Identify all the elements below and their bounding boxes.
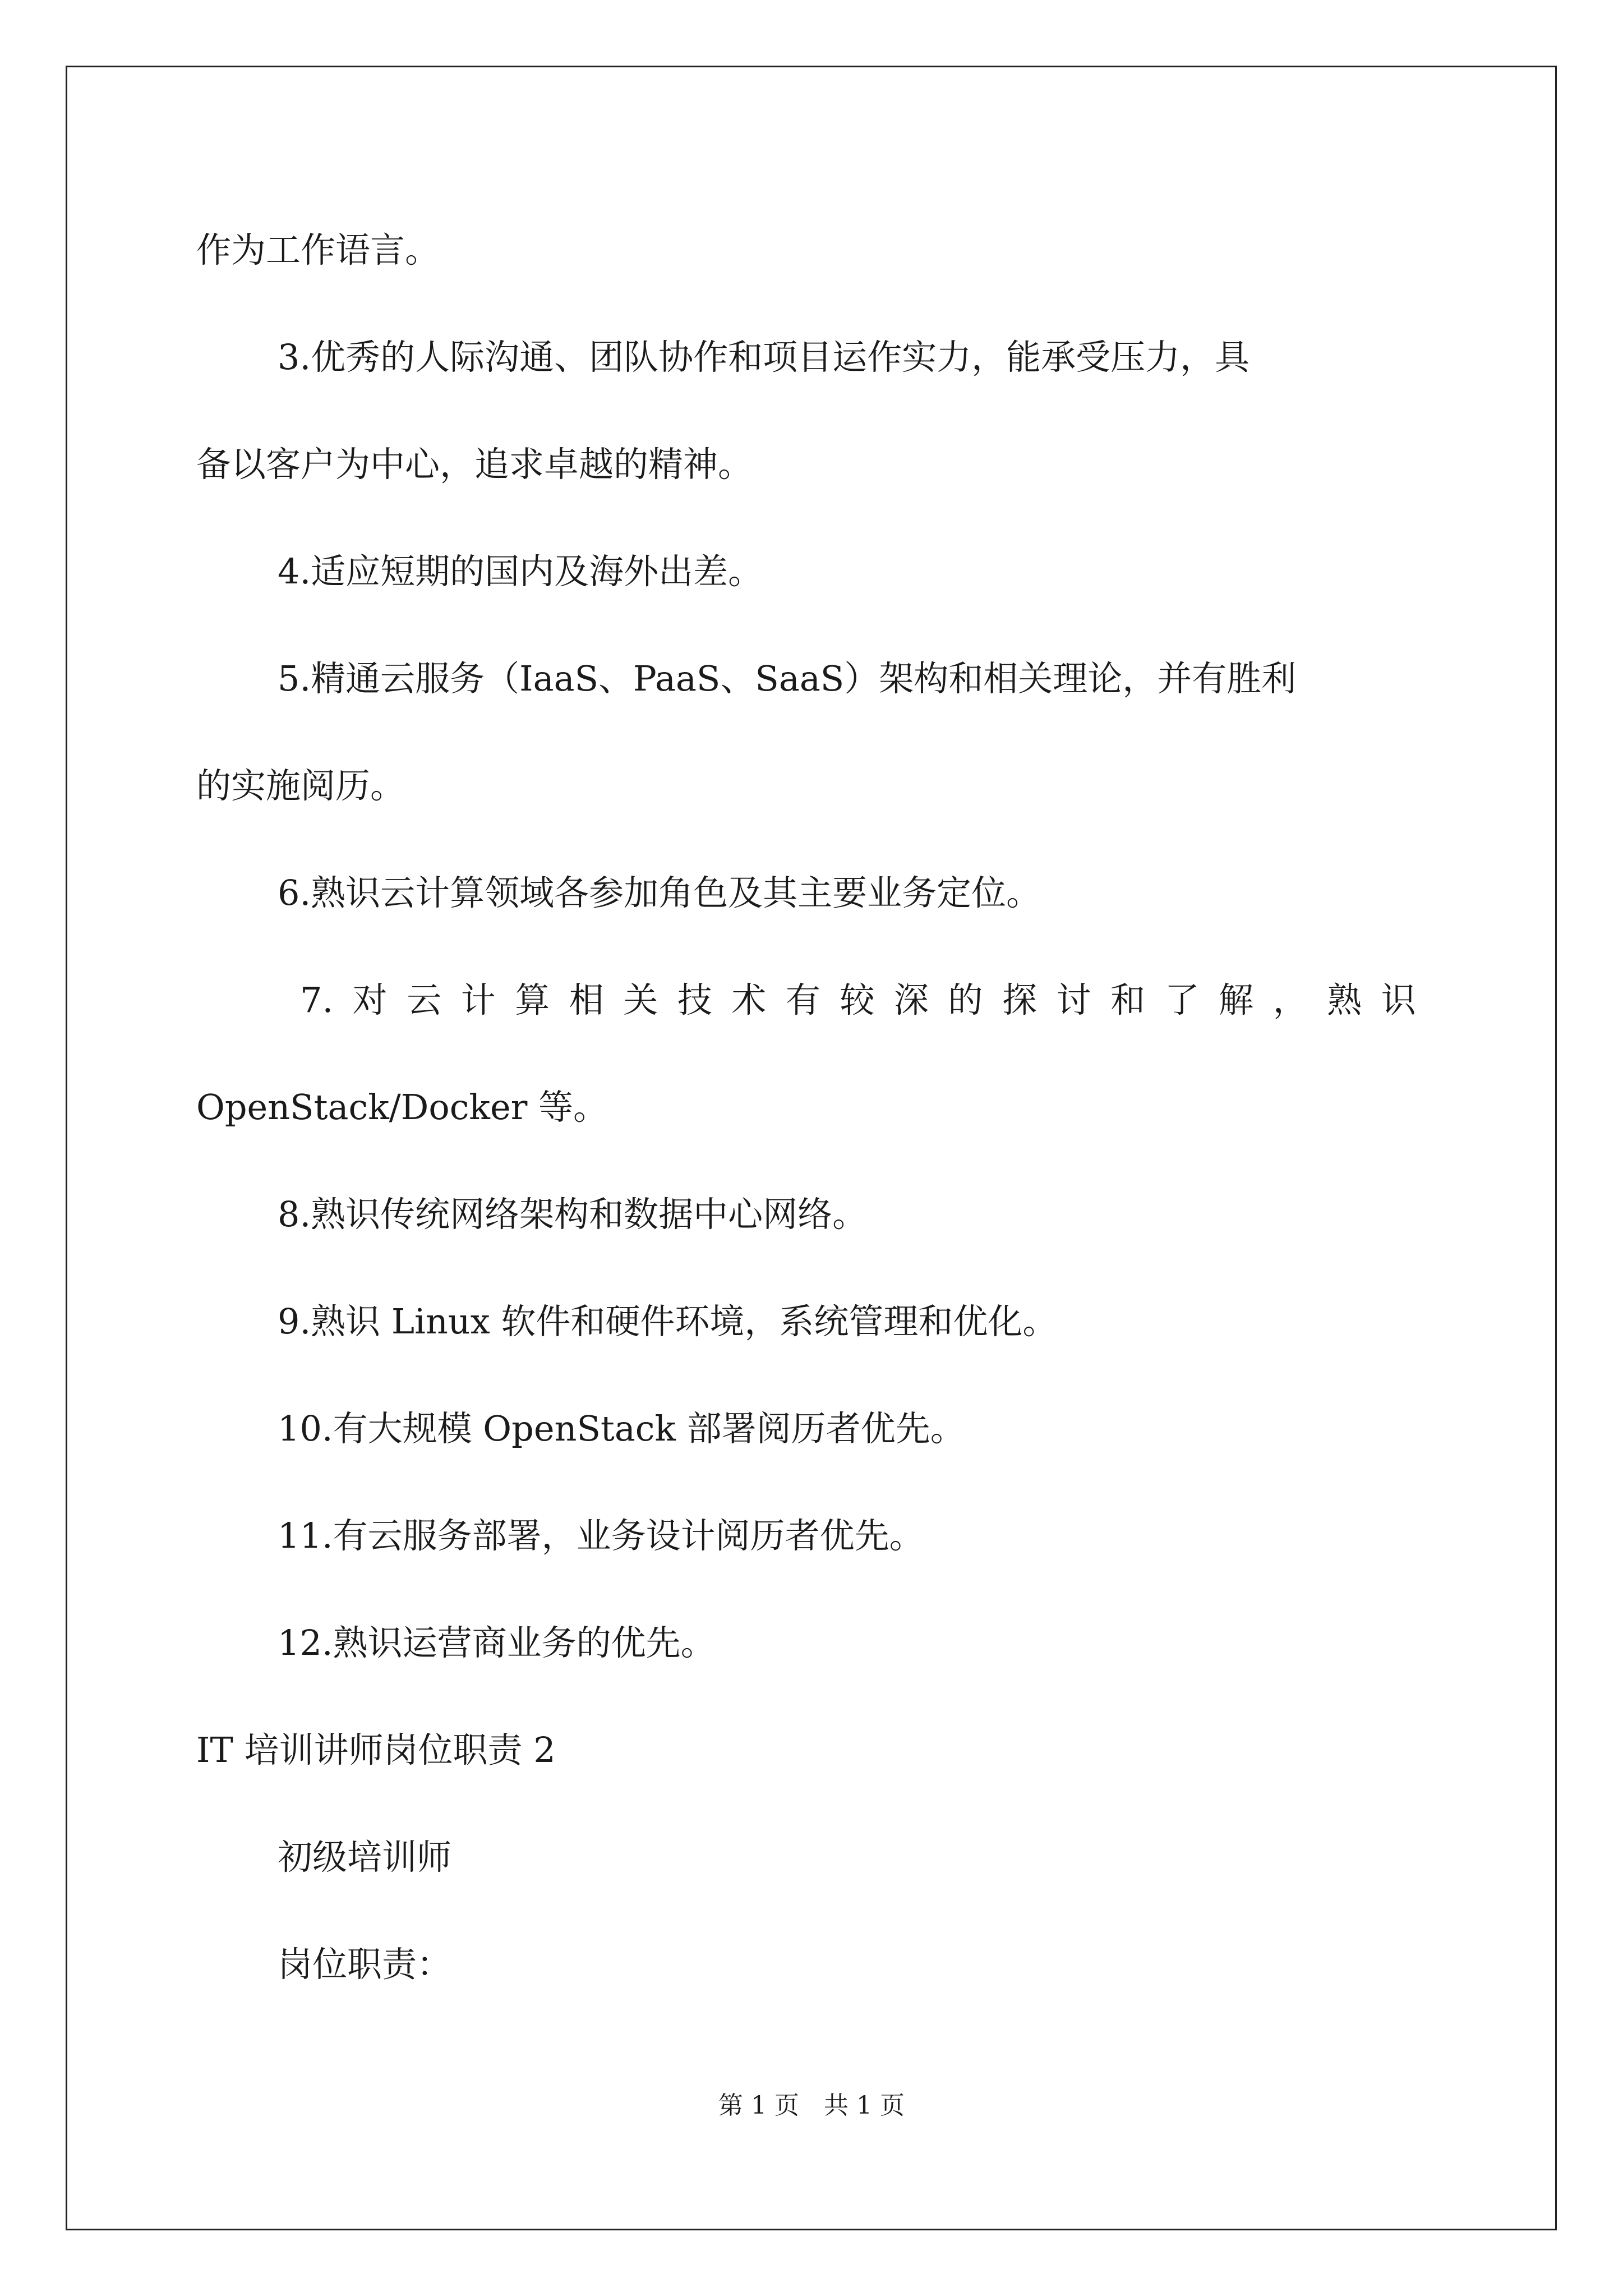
text-segment: 技 — [677, 979, 712, 1020]
text-segment: 和 — [1110, 979, 1146, 1020]
text-line: 4.适应短期的国内及海外出差。 — [278, 551, 763, 592]
text-segment: 术 — [731, 979, 767, 1020]
text-line: 备以客户为中心，追求卓越的精神。 — [196, 444, 753, 485]
text-segment: 相 — [569, 979, 604, 1020]
text-line: OpenStack/Docker 等。 — [196, 1087, 608, 1128]
text-segment: 关 — [623, 979, 658, 1020]
text-segment: ， — [1272, 979, 1308, 1020]
text-segment: 7. — [300, 979, 334, 1020]
text-line: 5.精通云服务（IaaS、PaaS、SaaS）架构和相关理论，并有胜利 — [278, 658, 1297, 699]
text-line: 10.有大规模 OpenStack 部署阅历者优先。 — [278, 1408, 965, 1449]
text-line: 岗位职责： — [278, 1944, 452, 1985]
text-line: 初级培训师 — [278, 1837, 452, 1878]
text-line: 6.熟识云计算领域各参加角色及其主要业务定位。 — [278, 872, 1041, 913]
text-segment: 探 — [1002, 979, 1038, 1020]
text-segment: 深 — [893, 979, 929, 1020]
text-segment: 讨 — [1056, 979, 1091, 1020]
text-line: 9.熟识 Linux 软件和硬件环境，系统管理和优化。 — [278, 1301, 1058, 1342]
text-line: 3.优秀的人际沟通、团队协作和项目运作实力，能承受压力，具 — [278, 337, 1250, 378]
text-segment: 了 — [1164, 979, 1200, 1020]
text-segment: 有 — [785, 979, 820, 1020]
text-line: 的实施阅历。 — [196, 765, 405, 806]
justified-text-line — [300, 978, 1416, 1023]
text-segment: 熟 — [1327, 979, 1362, 1020]
text-segment: 算 — [515, 979, 550, 1020]
text-line: 12.熟识运营商业务的优先。 — [278, 1622, 716, 1663]
section-heading: IT 培训讲师岗位职责 2 — [196, 1729, 556, 1770]
text-line: 11.有云服务部署，业务设计阅历者优先。 — [278, 1515, 924, 1556]
text-segment: 识 — [1381, 979, 1416, 1020]
text-segment: 的 — [948, 979, 983, 1020]
text-segment: 对 — [352, 979, 388, 1020]
page-border — [66, 66, 1557, 2230]
text-segment: 云 — [407, 979, 442, 1020]
text-line: 作为工作语言。 — [196, 229, 440, 270]
text-segment: 较 — [840, 979, 875, 1020]
page-footer: 第 1 页 共 1 页 — [718, 2091, 905, 2120]
text-segment: 解 — [1219, 979, 1254, 1020]
text-line: 8.熟识传统网络架构和数据中心网络。 — [278, 1194, 868, 1235]
text-segment: 计 — [460, 979, 496, 1020]
